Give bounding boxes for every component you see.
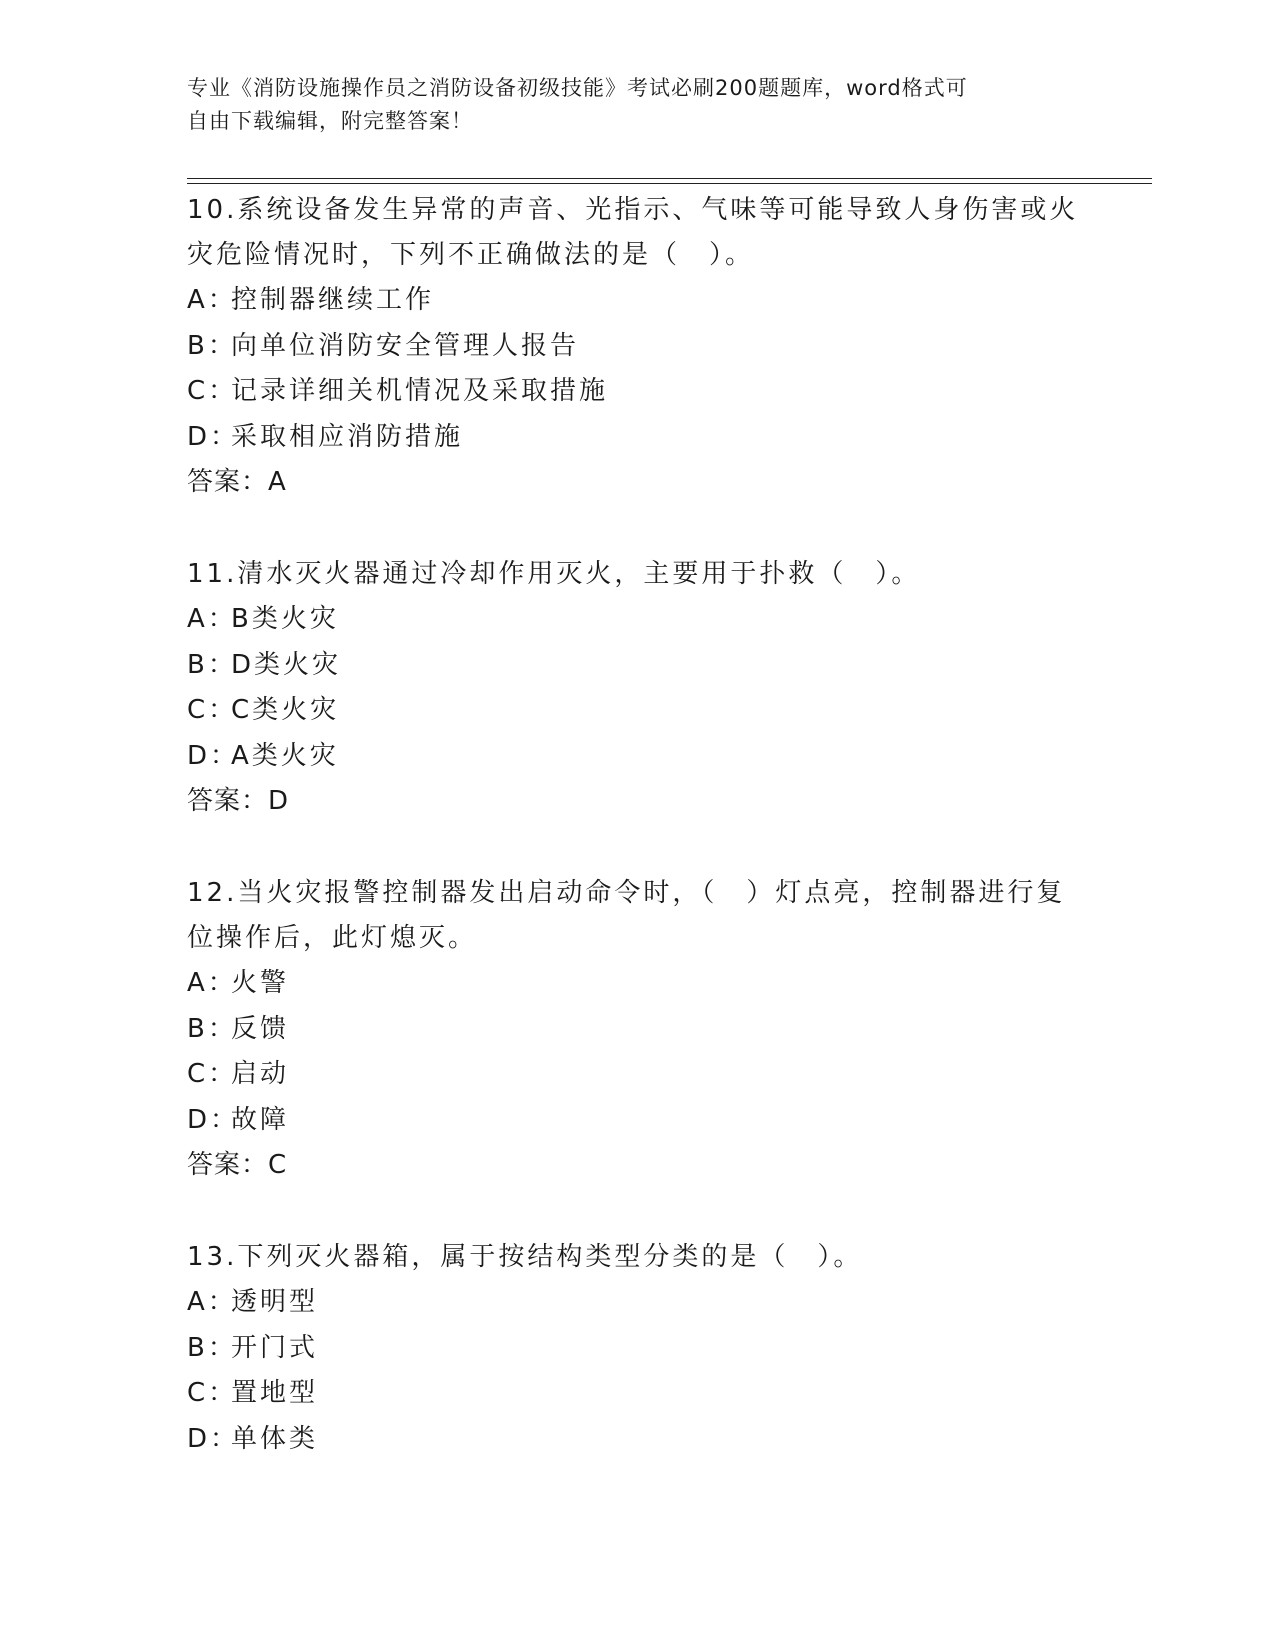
- header-line-2: 自由下载编辑，附完整答案！: [187, 109, 473, 133]
- question-list: [187, 188, 1087, 1509]
- question-stem-continued: 位操作后，此灯熄灭。: [187, 923, 478, 953]
- option-key: B：: [187, 330, 237, 361]
- option-text: 故障: [231, 1104, 290, 1135]
- option-b: [187, 1326, 1087, 1372]
- question-stem: 10.系统设备发生异常的声音、光指示、气味等可能导致人身伤害或火: [187, 195, 1079, 225]
- option-key: C：: [187, 1059, 238, 1089]
- option-c: [187, 688, 1087, 734]
- option-key: A：: [187, 604, 237, 634]
- option-d: [187, 1417, 1087, 1463]
- option-key: A：: [187, 1287, 237, 1317]
- option-key: B：: [187, 649, 237, 680]
- document-header: [187, 72, 1087, 138]
- option-text: 启动: [231, 1059, 290, 1089]
- option-b: [187, 324, 1087, 370]
- option-a: [187, 278, 1087, 324]
- option-key: C：: [187, 376, 238, 406]
- option-key: D：: [187, 740, 240, 771]
- option-a: [187, 597, 1087, 643]
- option-key: D：: [187, 1104, 240, 1135]
- option-text: 单体类: [231, 1423, 319, 1454]
- option-key: B：: [187, 1013, 237, 1044]
- answer-line: 答案：A: [187, 467, 287, 497]
- option-key: B：: [187, 1332, 237, 1363]
- option-text: D类火灾: [231, 649, 342, 680]
- question-10: [187, 188, 1087, 505]
- option-text: 向单位消防安全管理人报告: [231, 330, 580, 361]
- question-13: [187, 1235, 1087, 1462]
- option-c: [187, 1371, 1087, 1417]
- option-text: 置地型: [231, 1378, 319, 1408]
- option-text: C类火灾: [231, 695, 340, 725]
- question-stem-continued: 灾危险情况时，下列不正确做法的是（ ）。: [187, 240, 755, 270]
- option-text: A类火灾: [231, 740, 339, 771]
- question-11: [187, 552, 1087, 824]
- option-text: 火警: [231, 968, 290, 998]
- option-a: [187, 1280, 1087, 1326]
- option-key: D：: [187, 1423, 240, 1454]
- option-key: C：: [187, 1378, 238, 1408]
- option-key: D：: [187, 421, 240, 452]
- question-stem: 13.下列灭火器箱，属于按结构类型分类的是（ ）。: [187, 1242, 863, 1272]
- option-key: A：: [187, 968, 237, 998]
- answer-line: 答案：D: [187, 786, 290, 816]
- header-line-1: 专业《消防设施操作员之消防设备初级技能》考试必刷200题题库，word格式可: [187, 76, 968, 100]
- option-text: 透明型: [231, 1287, 319, 1317]
- option-text: 反馈: [231, 1013, 290, 1044]
- option-text: 记录详细关机情况及采取措施: [231, 376, 609, 406]
- option-d: [187, 734, 1087, 780]
- option-text: 采取相应消防措施: [231, 421, 464, 452]
- option-text: B类火灾: [231, 604, 339, 634]
- header-divider-top: [187, 178, 1152, 179]
- option-key: A：: [187, 285, 237, 315]
- header-divider-bottom: [187, 183, 1152, 184]
- option-key: C：: [187, 695, 238, 725]
- option-c: [187, 369, 1087, 415]
- option-b: [187, 643, 1087, 689]
- question-stem: 11.清水灭火器通过冷却作用灭火，主要用于扑救（ ）。: [187, 559, 921, 589]
- option-text: 控制器继续工作: [231, 285, 435, 315]
- answer-line: 答案：C: [187, 1150, 288, 1180]
- question-12: [187, 871, 1087, 1188]
- option-d: [187, 415, 1087, 461]
- option-d: [187, 1098, 1087, 1144]
- option-text: 开门式: [231, 1332, 319, 1363]
- question-stem: 12.当火灾报警控制器发出启动命令时，（ ）灯点亮，控制器进行复: [187, 878, 1066, 908]
- option-c: [187, 1052, 1087, 1098]
- option-a: [187, 961, 1087, 1007]
- option-b: [187, 1007, 1087, 1053]
